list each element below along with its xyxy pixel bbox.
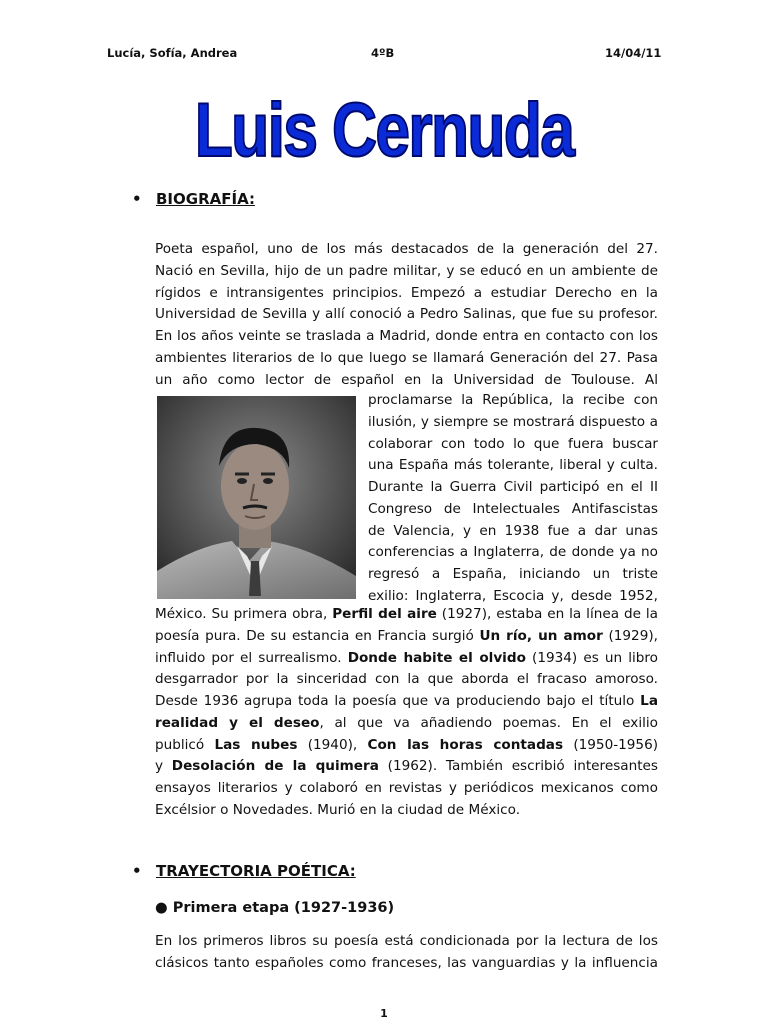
- text-line: conferencias a Inglaterra, de donde ya no: [368, 544, 658, 561]
- section-heading-biografia: [132, 190, 255, 208]
- book-title: Desolación de la quimera: [171, 758, 379, 775]
- text-line: Durante la Guerra Civil participó en el II: [368, 479, 658, 495]
- text-line: ilusión, y siempre se mostrará dispuesto a: [368, 413, 658, 430]
- text-line: Poeta español, uno de los más destacados de la generación del 27.: [155, 241, 658, 257]
- bio-paragraph-bottom: [155, 604, 658, 822]
- text-line: exilio: Inglaterra, Escocia y, desde 1952,: [368, 587, 658, 604]
- text-line: un año como lector de español en la Universidad de Toulouse. Al: [155, 371, 658, 388]
- heading-label: BIOGRAFÍA:: [156, 190, 255, 208]
- subheading-label: Primera etapa (1927-1936): [172, 900, 395, 916]
- bullet-icon: ●: [155, 900, 168, 916]
- portrait-photo: [157, 396, 356, 599]
- text-line: En los años veinte se traslada a Madrid, donde entra en contacto con los: [155, 328, 658, 344]
- text-line: proclamarse la República, la recibe con: [368, 392, 658, 408]
- book-title: Las nubes: [214, 736, 298, 753]
- text-line: publicó Las nubes (1940), Con las horas contadas (1950-1956): [155, 736, 659, 753]
- book-title: Donde habite el olvido: [347, 649, 526, 666]
- text-line: clásicos tanto españoles como franceses, las vanguardias y la influencia: [155, 954, 658, 971]
- header-class: 4ºB: [371, 46, 395, 60]
- trayectoria-paragraph: [155, 931, 658, 975]
- text-line: En los primeros libros su poesía está condicionada por la lectura de los: [155, 933, 658, 949]
- bullet-icon: •: [132, 190, 142, 208]
- book-title: realidad y el deseo: [155, 714, 320, 731]
- text-line: Desde 1936 agrupa toda la poesía que va produciendo bajo el título La: [155, 693, 658, 709]
- text-line: ensayos literarios y colaboró en revistas y periódicos mexicanos como: [155, 780, 658, 796]
- text-line: desgarrador por la sinceridad con la que aborda el fracaso amoroso.: [155, 671, 658, 688]
- text-line: y Desolación de la quimera (1962). También escribió interesantes: [155, 758, 658, 775]
- book-title: Perfil del aire: [332, 606, 437, 622]
- text-line: ambientes literarios de lo que luego se llamará Generación del 27. Pasa: [155, 349, 658, 366]
- text-line: rígidos e intransigentes principios. Empezó a estudiar Derecho en la: [155, 284, 658, 301]
- text-line: México. Su primera obra, Perfil del aire (1927), estaba en la línea de la: [155, 606, 658, 622]
- text-line: Universidad de Sevilla y allí conoció a Pedro Salinas, que fue su profesor.: [155, 306, 658, 323]
- text-line: realidad y el deseo, al que va añadiendo poemas. En el exilio: [155, 714, 659, 731]
- header-authors: Lucía, Sofía, Andrea: [107, 46, 238, 60]
- bullet-icon: •: [132, 862, 142, 880]
- portrait-image: [157, 396, 356, 599]
- page-header: [0, 46, 768, 64]
- book-title: La: [640, 693, 658, 709]
- text-line: Nació en Sevilla, hijo de un padre militar, y se educó en un ambiente de: [155, 262, 658, 279]
- document-title: Luis Cernuda: [194, 88, 574, 173]
- text-line: de Valencia, y en 1938 fue a dar unas: [368, 522, 658, 539]
- header-date: 14/04/11: [605, 46, 662, 60]
- text-line: poesía pura. De su estancia en Francia surgió Un río, un amor (1929),: [155, 627, 658, 644]
- bio-paragraph-side: [368, 390, 658, 608]
- text-line: colaborar con todo lo que fuera buscar: [368, 435, 658, 452]
- text-line: influido por el surrealismo. Donde habite el olvido (1934) es un libro: [155, 649, 658, 666]
- text-line: Excélsior o Novedades. Murió en la ciudad de México.: [155, 801, 521, 818]
- subheading-primera-etapa: [155, 900, 394, 916]
- heading-label: TRAYECTORIA POÉTICA:: [156, 862, 356, 880]
- text-line: una España más tolerante, liberal y culta.: [368, 457, 658, 474]
- bio-paragraph-top: [155, 239, 658, 391]
- text-line: regresó a España, iniciando un triste: [368, 566, 658, 582]
- section-heading-trayectoria: [132, 862, 356, 880]
- book-title: Con las horas contadas: [367, 736, 564, 753]
- text-line: Congreso de Intelectuales Antifascistas: [368, 500, 658, 517]
- book-title: Un río, un amor: [479, 627, 603, 644]
- page-number: 1: [380, 1007, 388, 1020]
